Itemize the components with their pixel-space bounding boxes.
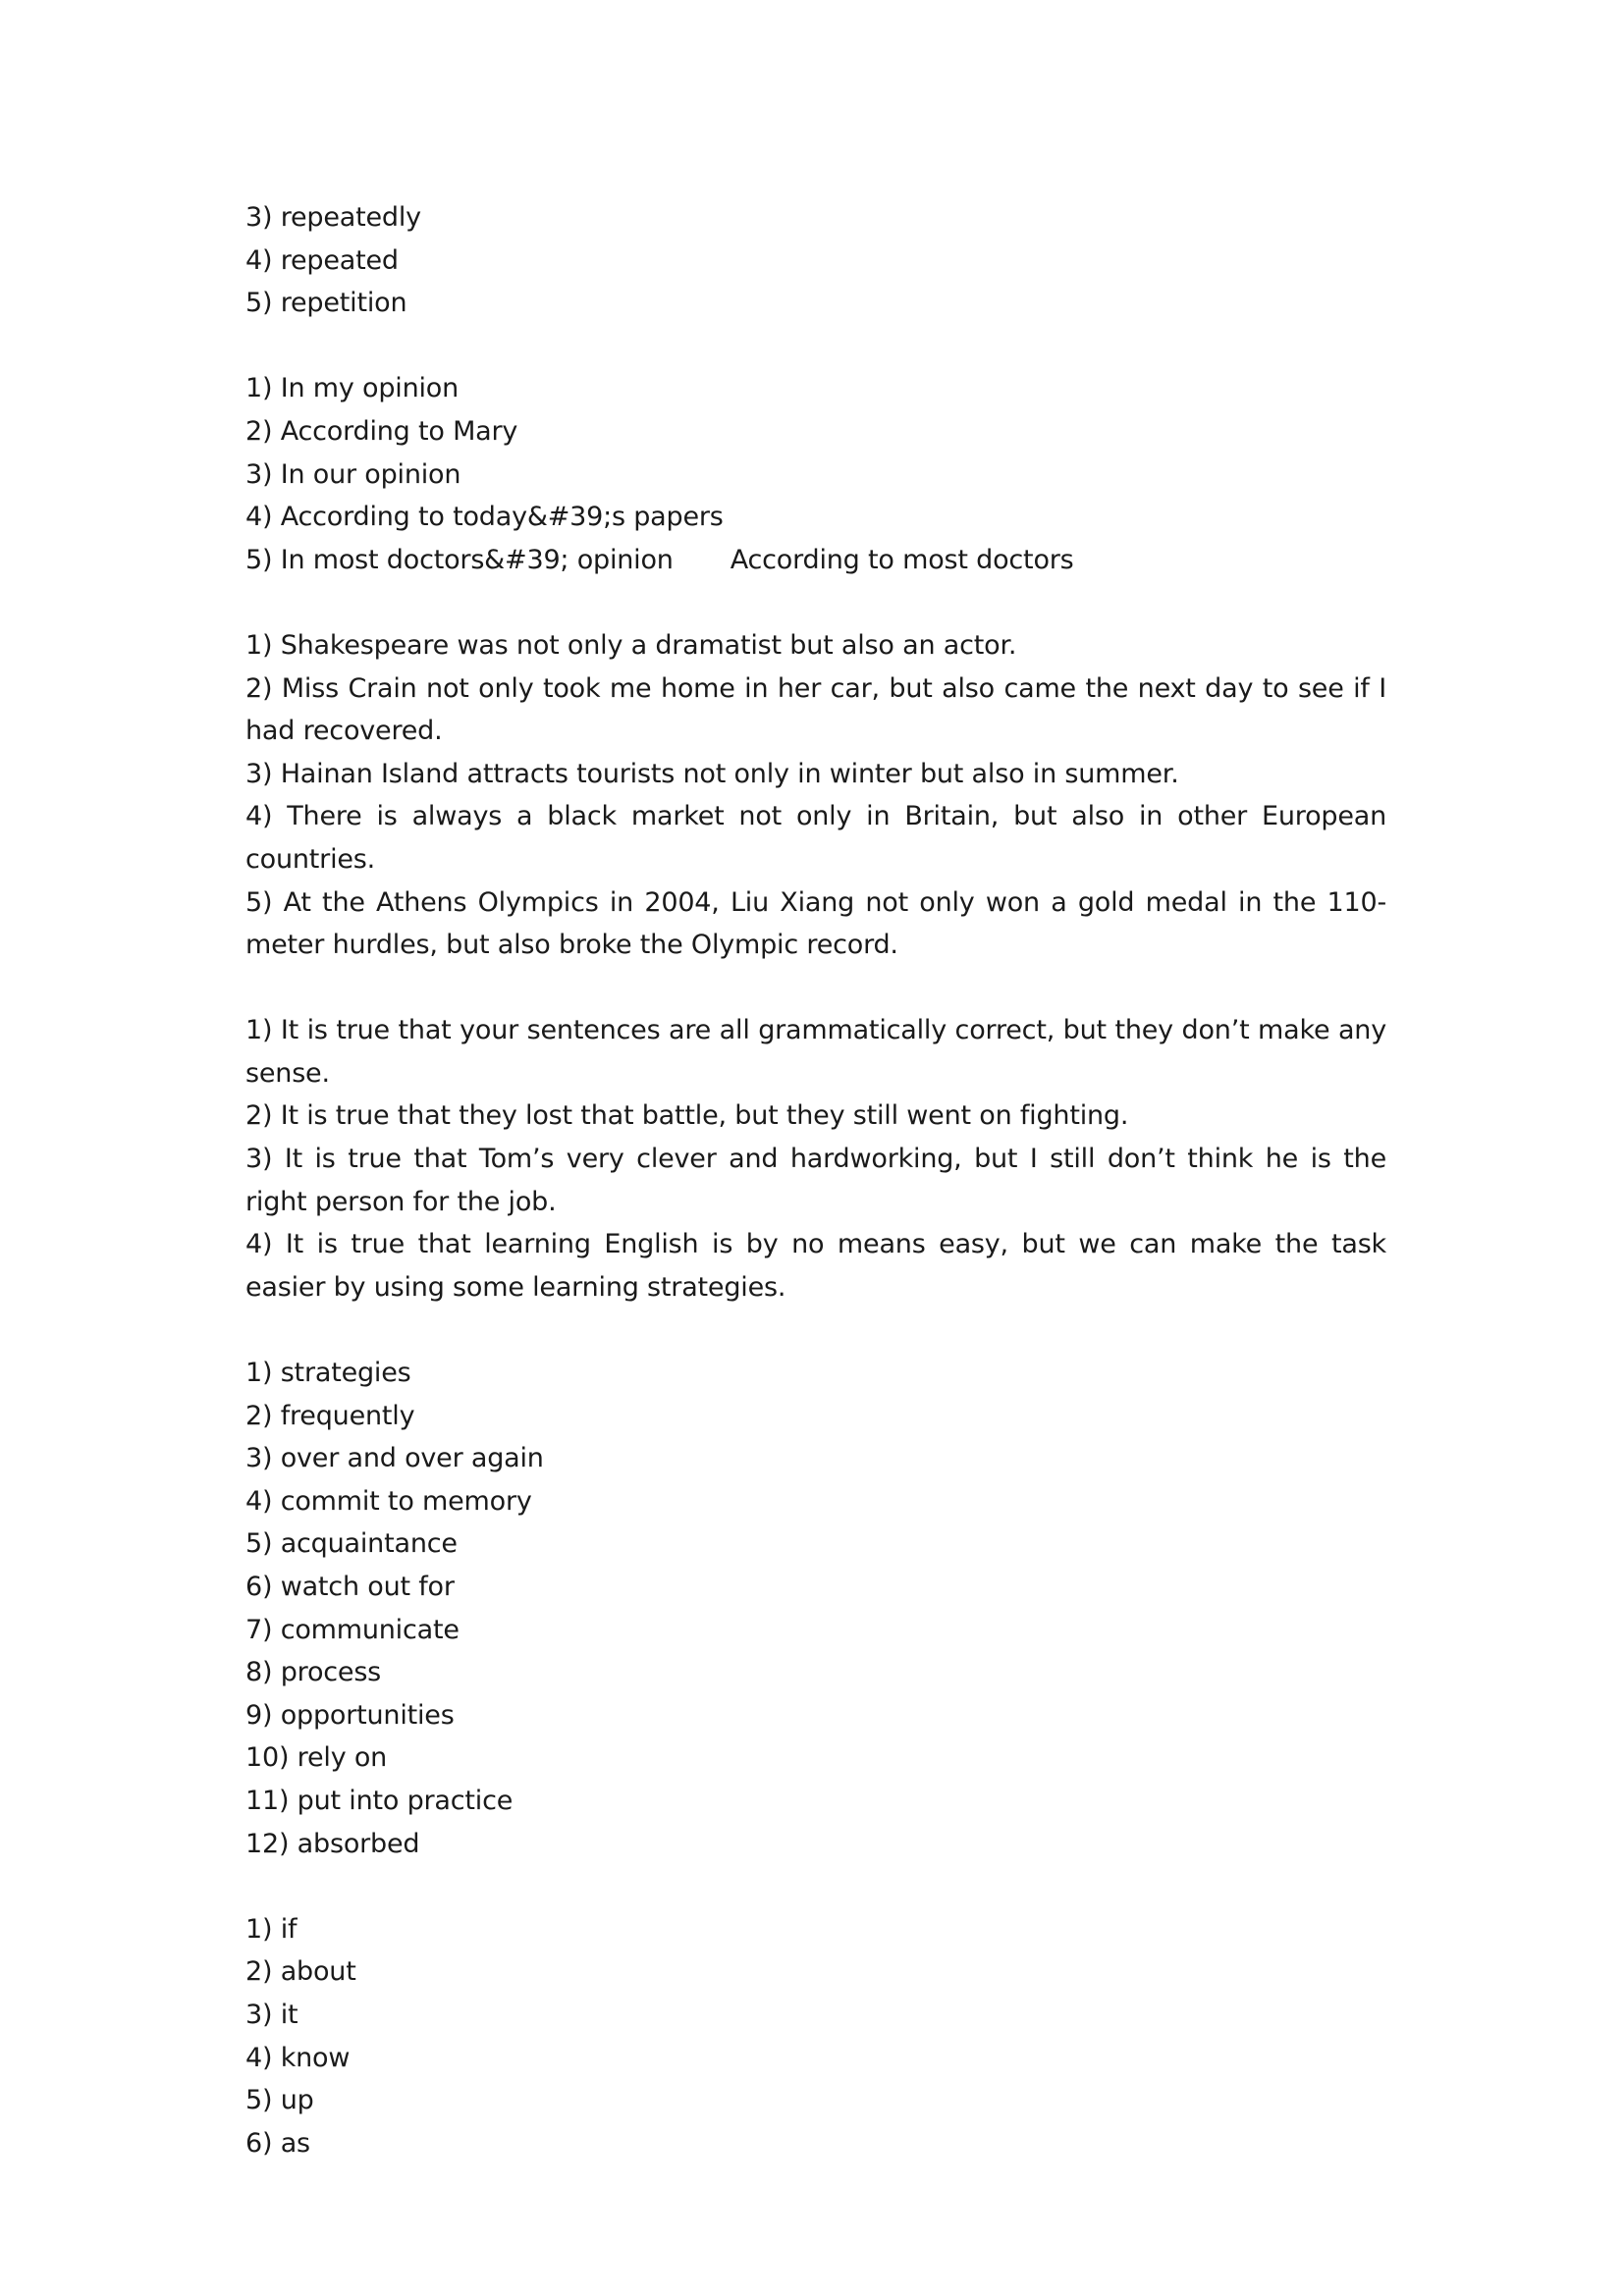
answer-block-not-only [245,624,1386,967]
answer-line: 5) repetition [245,288,407,319]
answer-line: 4) repeated [245,244,399,276]
answer-line: 3) In our opinion [245,458,461,490]
answer-block-it-is-true [245,1009,1386,1308]
answer-sentence: 1) It is true that your sentences are all grammatically correct, but they don’t make any sense. [245,1015,1386,1089]
answer-line: 9) opportunities [245,1699,455,1731]
answer-line: 4) commit to memory [245,1485,532,1517]
answer-sentence: 2) It is true that they lost that battle, but they still went on fighting. [245,1100,1129,1132]
answer-sentence: 3) It is true that Tom’s very clever and hardworking, but I still don’t think he is the right person for the job. [245,1144,1386,1217]
answer-line: 1) In my opinion [245,373,460,404]
answer-line: 4) According to today&#39;s papers [245,502,724,533]
answer-line: 2) According to Mary [245,415,518,447]
answer-line: 3) it [245,1999,298,2030]
answer-line: 10) rely on [245,1742,388,1774]
answer-sentence: 3) Hainan Island attracts tourists not only in winter but also in summer. [245,758,1179,789]
answer-line: 7) communicate [245,1614,460,1645]
alternative-answer: According to most doctors [730,544,1074,575]
answer-line: 2) frequently [245,1400,415,1431]
answer-line: 8) process [245,1657,382,1688]
answer-line: 4) know [245,2042,351,2073]
answer-text: 5) In most doctors&#39; opinion [245,544,674,575]
answer-line: 3) repeatedly [245,202,421,233]
answer-line: 11) put into practice [245,1785,514,1816]
answer-line: 6) watch out for [245,1572,455,1602]
answer-line: 3) over and over again [245,1443,544,1474]
answer-block-cloze [245,1908,1386,2165]
answer-line: 1) strategies [245,1358,411,1389]
answer-block-opinion [245,367,1386,581]
answer-sentence: 4) There is always a black market not only in Britain, but also in other European countries. [245,801,1386,875]
answer-line: 1) if [245,1913,298,1945]
answer-line-with-alternative [245,539,1386,582]
answer-sentence: 2) Miss Crain not only took me home in her car, but also came the next day to see if I had recovered. [245,672,1386,747]
answer-block-vocabulary [245,1352,1386,1865]
answer-line: 5) acquaintance [245,1528,458,1560]
answer-line: 6) as [245,2127,310,2159]
answer-line: 5) up [245,2085,314,2116]
answer-line: 2) about [245,1956,356,1988]
answer-line: 12) absorbed [245,1828,420,1859]
answer-sentence: 1) Shakespeare was not only a dramatist but also an actor. [245,629,1017,661]
answer-sentence: 5) At the Athens Olympics in 2004, Liu Xiang not only won a gold medal in the 110-meter hurdles, but also broke the Olympic record. [245,886,1386,961]
answer-block-word-forms [245,196,1386,325]
answer-sentence: 4) It is true that learning English is by no means easy, but we can make the task easier by using some learning strategies. [245,1229,1386,1303]
